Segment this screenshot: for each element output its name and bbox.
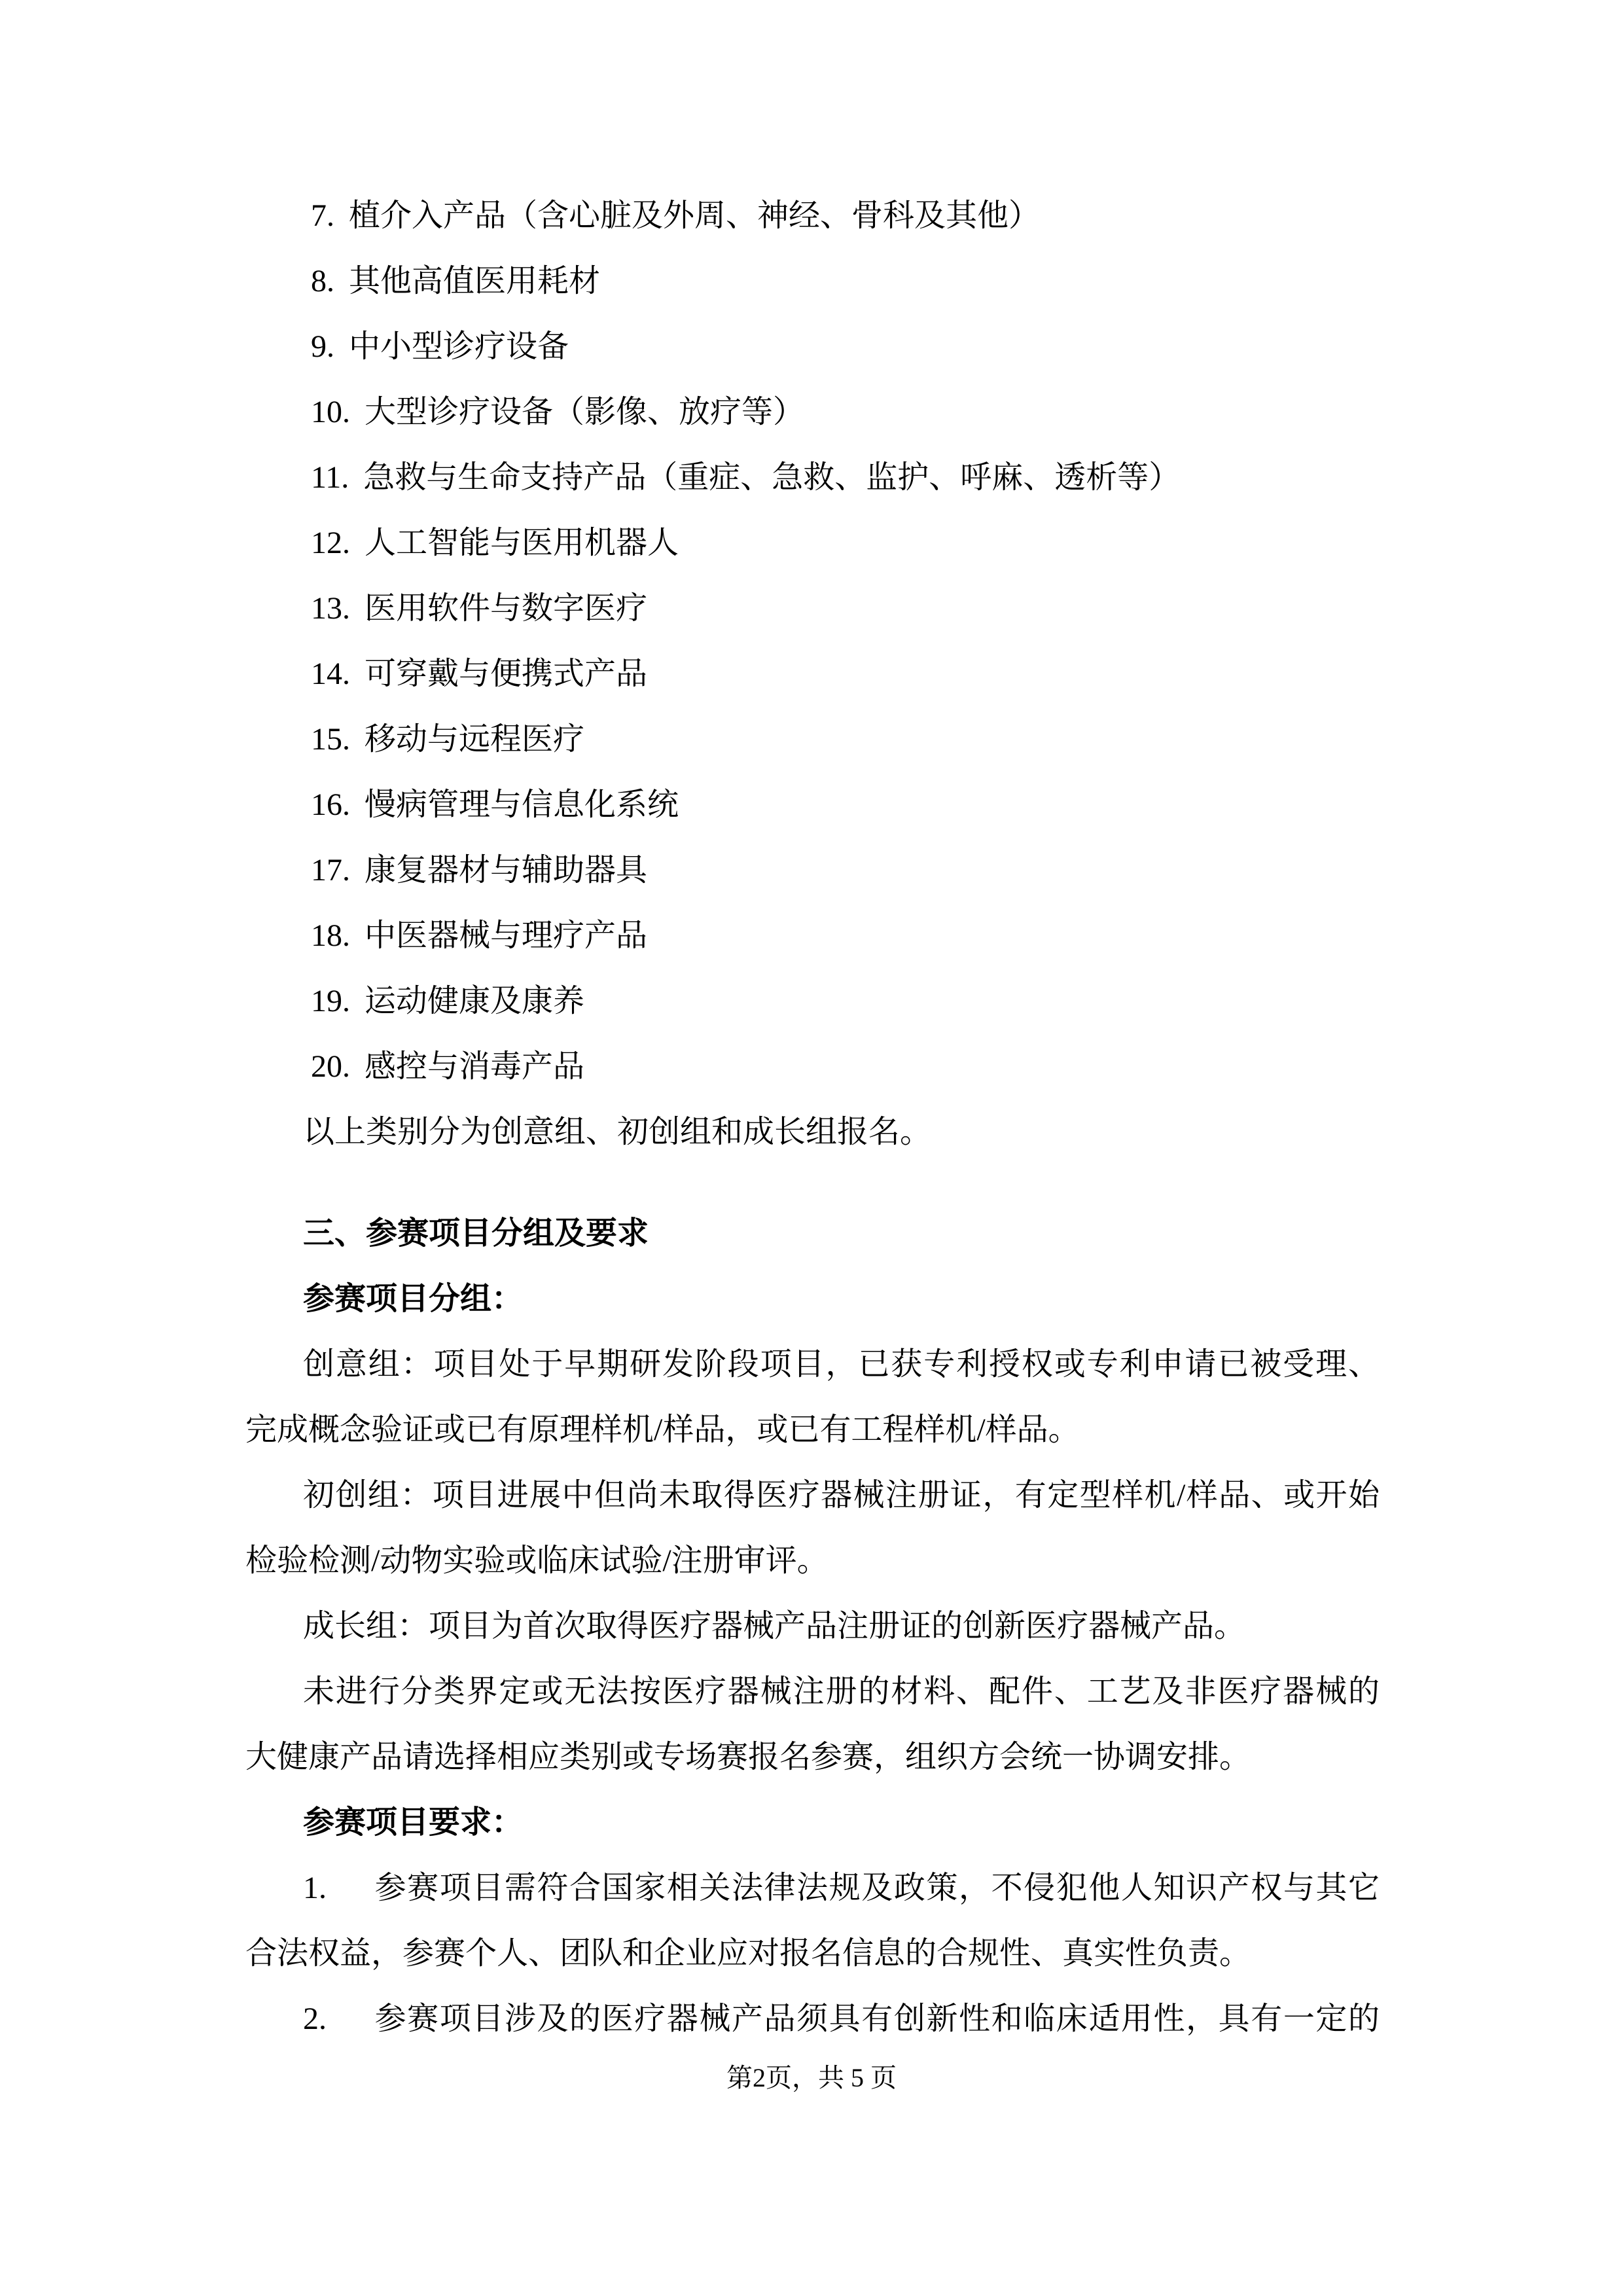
list-item-text: 中小型诊疗设备 xyxy=(349,329,569,364)
list-item-number: 8. xyxy=(311,264,334,298)
paragraph-line-creative-1: 创意组：项目处于早期研发阶段项目，已获专利授权或专利申请已被受理、 xyxy=(303,1347,1380,1382)
list-item xyxy=(245,249,1380,314)
list-item xyxy=(245,576,1380,641)
list-item xyxy=(245,511,1380,576)
list-item xyxy=(245,772,1380,838)
list-item-text: 康复器材与辅助器具 xyxy=(365,853,648,888)
paragraph-line-startup-1: 初创组：项目进展中但尚未取得医疗器械注册证，有定型样机/样品、或开始 xyxy=(303,1478,1380,1513)
list-item-text: 人工智能与医用机器人 xyxy=(365,526,679,560)
list-item-text: 急救与生命支持产品（重症、急救、监护、呼麻、透析等） xyxy=(363,460,1181,495)
list-item xyxy=(245,838,1380,903)
list-item xyxy=(245,969,1380,1034)
list-item-text: 感控与消毒产品 xyxy=(365,1049,585,1084)
section-heading: 三、参赛项目分组及要求 xyxy=(303,1216,649,1251)
list-item xyxy=(245,314,1380,380)
list-item xyxy=(245,641,1380,707)
list-item xyxy=(245,183,1380,249)
requirement-item-1-line-1 xyxy=(245,1856,1380,1921)
list-closing-sentence: 以上类别分为创意组、初创组和成长组报名。 xyxy=(303,1115,932,1149)
list-item-number: 16. xyxy=(311,787,350,822)
list-item xyxy=(245,1034,1380,1100)
list-item-text: 慢病管理与信息化系统 xyxy=(365,787,679,822)
paragraph-line-other-1: 未进行分类界定或无法按医疗器械注册的材料、配件、工艺及非医疗器械的 xyxy=(303,1674,1380,1709)
list-item-number: 12. xyxy=(311,526,350,560)
list-item xyxy=(245,903,1380,969)
list-item-text: 植介入产品（含心脏及外周、神经、骨科及其他） xyxy=(349,198,1041,233)
list-item-number: 13. xyxy=(311,591,350,626)
list-item-number: 9. xyxy=(311,329,334,364)
requirement-item-2-line-1 xyxy=(245,1986,1380,2052)
list-item-number: 20. xyxy=(311,1049,350,1084)
requirements-subheading: 参赛项目要求： xyxy=(303,1805,524,1840)
list-item xyxy=(245,707,1380,772)
paragraph-line-creative-2: 完成概念验证或已有原理样机/样品，或已有工程样机/样品。 xyxy=(245,1412,1080,1447)
list-item-number: 19. xyxy=(311,984,350,1018)
group-subheading: 参赛项目分组： xyxy=(303,1282,524,1316)
list-item-number: 15. xyxy=(311,722,350,757)
list-item-text: 运动健康及康养 xyxy=(365,984,585,1018)
list-item-text: 医用软件与数字医疗 xyxy=(365,591,648,626)
list-item-number: 10. xyxy=(311,395,350,429)
requirement-item-1-number: 1. xyxy=(303,1871,327,1905)
requirement-item-2-text: 参赛项目涉及的医疗器械产品须具有创新性和临床适用性，具有一定的 xyxy=(374,2001,1380,2036)
requirement-item-2-number: 2. xyxy=(303,2001,327,2036)
list-item-text: 大型诊疗设备（影像、放疗等） xyxy=(365,395,805,429)
list-item-number: 18. xyxy=(311,918,350,953)
list-item-text: 可穿戴与便携式产品 xyxy=(365,656,648,691)
list-item-text: 其他高值医用耗材 xyxy=(349,264,601,298)
list-item xyxy=(245,380,1380,445)
paragraph-line-other-2: 大健康产品请选择相应类别或专场赛报名参赛，组织方会统一协调安排。 xyxy=(245,1740,1251,1774)
list-item-number: 17. xyxy=(311,853,350,888)
category-list xyxy=(245,183,1380,1100)
list-item-number: 7. xyxy=(311,198,334,233)
paragraph-line-growth: 成长组：项目为首次取得医疗器械产品注册证的创新医疗器械产品。 xyxy=(303,1609,1246,1643)
list-item xyxy=(245,445,1380,511)
requirement-item-1-line-2: 合法权益，参赛个人、团队和企业应对报名信息的合规性、真实性负责。 xyxy=(245,1936,1251,1971)
list-item-text: 移动与远程医疗 xyxy=(365,722,585,757)
paragraph-line-startup-2: 检验检测/动物实验或临床试验/注册审评。 xyxy=(245,1543,829,1578)
list-item-text: 中医器械与理疗产品 xyxy=(365,918,648,953)
page-number-indicator: 第2页，共 5 页 xyxy=(726,2063,897,2092)
list-item-number: 11. xyxy=(311,460,349,495)
requirement-item-1-text: 参赛项目需符合国家相关法律法规及政策，不侵犯他人知识产权与其它 xyxy=(374,1871,1380,1905)
list-item-number: 14. xyxy=(311,656,350,691)
